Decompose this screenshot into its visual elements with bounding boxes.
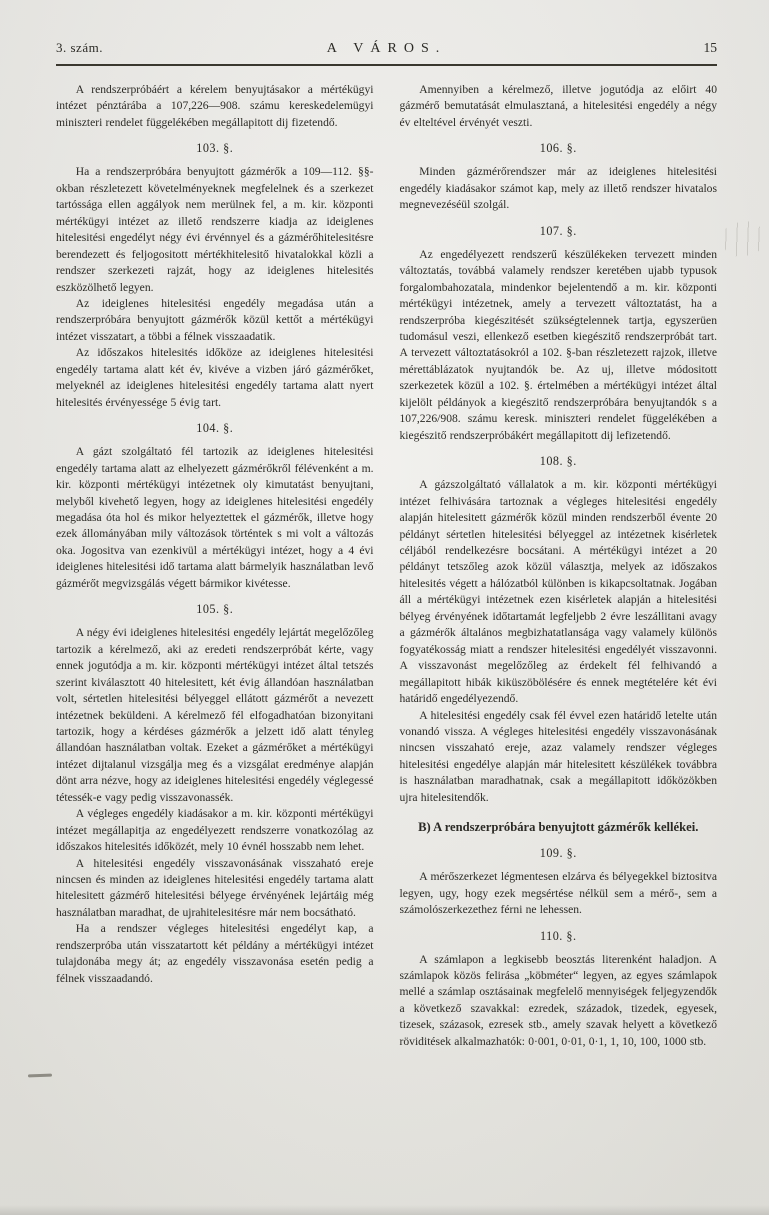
margin-pencil-mark <box>28 1074 52 1078</box>
section-heading: 106. §. <box>539 141 577 156</box>
page-number: 15 <box>703 40 717 55</box>
body-paragraph: A gázt szolgáltató fél tartozik az ideiglenes hitelesitési engedély tartama alatt az elhelyezett gázmérőkről félévenként a m. kir. központi mértékügyi intézetnek oly kimutatást benyujtani, melyből kivehető legyen, hogy az ideiglenes hitelesitési engedély megadása óta hol és mikor helyeztettek el gázmérők, illetve hogy ezek állományában mily változások történtek s mi volt a változás oka. Jogositva van ezenkivül a mértékügyi intézet, hogy a 4 évi ideiglenes hitelesitési idő tartama alatt bármelyik használatban levő gázmérőt megvizsgálás végett bármikor kivétesse. <box>56 445 374 590</box>
body-paragraph: A hitelesitési engedély visszavonásának visszaható ereje nincsen és minden az ideiglenes hitelesitési engedély tartama alatt hitelesitett gázmérő hitelesitési bélyege érvényének lejártáig még használatban maradhat, de ujrahitelesitésre már nem bocsátható. <box>56 856 374 919</box>
scan-edge-shadow <box>0 1205 769 1215</box>
right-column <box>400 82 718 1050</box>
body-paragraph: A számlapon a legkisebb beosztás literenként haladjon. A számlapok közös felirása „köbméter“ legyen, az egyes számlapok mellé a számlap osztásainak megfelelő mennyiségek feljegyzendők a következő szavakkal: ezredek, századok, tizedek, egyesek, tizesek, százasok, ezresek stb., amely szavak helyett a következő röviditések alkalmazhatók: 0·001, 0·01, 0·1, 1, 10, 100, 1000 stb. <box>399 952 717 1048</box>
subsection-title: B) A rendszerpróbára benyujtott gázmérők kellékei. <box>418 820 699 835</box>
section-heading: 108. §. <box>539 454 577 469</box>
section-heading: 105. §. <box>196 602 234 617</box>
page-header <box>56 40 717 66</box>
body-paragraph: A gázszolgáltató vállalatok a m. kir. központi mértékügyi intézet felhivására tartoznak a végleges hitelesitési engedély alapján hitelesitett gázmérők közül minden rendszerből évente 20 példányt sértetlen hitelesitési bélyeggel az intézetnek kisérletek céljából rendelkezésre bocsátani. A mértékügyi intézet a 20 példányt tetszőleg azok közül választja, melyek az időszakos hitelesités végett a hálózatból különben is kikapcsoltatnak. Jogában áll a mértékügyi intézetnek ezen kisérletek alapján a hitelesitési bélyeg érvényének időtartamát legfeljebb 2 évre leszállitani avagy a gázmérők általános megbizhatatlansága vagy valamely különös fogyatékosság miatt a rendszer hitelesitési engedélyét visszavonni. A visszavonást megelőzőleg az érdekelt fél felhivandó a megállapitott hibák kiküszöbölésére és ennek megtételére két évi határidő engedélyezendő. <box>399 478 717 706</box>
issue-number: 3. szám. <box>56 40 103 55</box>
body-paragraph: A mérőszerkezet légmentesen elzárva és bélyegekkel biztositva legyen, ugy, hogy ezek megsértése nélkül sem a mérő-, sem a számolószerkezethez férni ne lehessen. <box>399 870 717 917</box>
body-paragraph: A hitelesitési engedély csak fél évvel ezen határidő letelte után vonandó vissza. A végleges hitelesitési engedély visszavonásának nincsen visszaható ereje, azaz valamely rendszer végleges hitelesitési engedélye alapján már hitelesitett készülékek továbbra is használatban maradhatnak, csak a megállapitott időközökben ujra hitelesitendők. <box>399 708 717 804</box>
section-heading: 110. §. <box>539 928 577 943</box>
section-heading: 107. §. <box>539 223 577 238</box>
text-columns <box>56 82 717 1050</box>
journal-title: A VÁROS. <box>326 41 447 56</box>
section-heading: 109. §. <box>539 846 577 861</box>
body-paragraph: A négy évi ideiglenes hitelesitési engedély lejártát megelőzőleg tartozik a kérelmező, aki az eredeti rendszerpróbát kérte, vagy ennek jogutódja a m. kir. központi mértékügyi intézet által tetszés szerint kiválasztott 40 hitelesitett, két évig állandóan használatban volt, sértetlen hitelesitési bélyeggel ellátott gázmérőt a nevezett intézetnek beküldeni. A kérelmező fél elfogadhatóan bizonyitani tartozik, hogy a kérdéses gázmérők a jelzett idő alatt tényleg állandóan használatban voltak. Ezeket a gázmérőket a mértékügyi intézet dijtalanul vizsgálja meg és a vizsgálat eredménye alapján dönt arra nézve, hogy az ideiglenes hitelesitési engedély véglegessé tétessék-e vagy pedig visszavonassék. <box>56 626 374 804</box>
body-paragraph: Ha a rendszerpróbára benyujtott gázmérők a 109—112. §§-okban részletezett követelményeknek megfelelnek és a szerkezet tartóssága ellen aggályok nem merülnek fel, a m. kir. központi mértékügyi intézet az illető rendszerre kiadja az ideiglenes hitelesitési engedélyt négy évi érvénnyel és a gázmérőhitelesitésre berendezett és feljogositott mértékhitelesitő hivatalokkal közli a rendszer szerkezeti rajzát, hogy az ideiglenes hitelesités eszközölhető legyen. <box>56 165 374 294</box>
body-paragraph: A rendszerpróbáért a kérelem benyujtásakor a mértékügyi intézet pénztárába a 107,226—908. számu kereskedelemügyi miniszteri rendelet függelékében megállapitott dij fizetendő. <box>56 83 374 129</box>
margin-smudge-mark <box>721 219 765 258</box>
left-column <box>56 82 374 1050</box>
body-paragraph: Az időszakos hitelesités időköze az ideiglenes hitelesitési engedély tartama alatt két év, kivéve a vizben járó gázmérőket, melyeknél az ideiglenes hitelesitési engedély tartama alatt nyert hitelesités érvényessége 5 évig tart. <box>56 346 374 409</box>
section-heading: 104. §. <box>196 421 234 436</box>
body-paragraph: A végleges engedély kiadásakor a m. kir. központi mértékügyi intézet megállapitja az engedélyezett rendszerre vonatkozólag az időszakos hitelesités időközét, mely 10 évnél hosszabb nem lehet. <box>56 807 374 854</box>
body-paragraph: Amennyiben a kérelmező, illetve jogutódja az előirt 40 gázmérő bemutatását elmulasztaná, a hitelesitési engedély a négy év elteltével érvényét veszti. <box>399 83 717 129</box>
body-paragraph: Az engedélyezett rendszerű készülékeken tervezett minden változtatás, továbbá valamely rendszer keretében ujabb typusok forgalombahozatala, mindenkor bejelentendő a m. kir. központi mértékügyi intézetnek, amely a tervezett változtatást, ha a rendszerpróba kiegészitését szükségtelennek tartja, egyszerüen tudomásul veszi, ellenkező esetben kiegészitő rendszerpróbát tart. A tervezett változtatásokról a 102. §-ban részletezett rajzok, illetve mérettáblázatok nyujtandók be. Az uj, illetve módositott szerkezetek közül a 102. §. értelmében a mértékügyi intézet által kijelölt példányok a kiegészitő rendszerpróbára benyujtandók s a 107,226/908. számu keresk. miniszteri rendelet függelékében a kiegészitő rendszerpróbákért megállapitott dij lefizetendő. <box>399 247 717 442</box>
section-heading: 103. §. <box>196 141 234 156</box>
body-paragraph: Minden gázmérőrendszer már az ideiglenes hitelesitési engedély kiadásakor számot kap, mely az illető rendszer hivatalos megnevezéséül szolgál. <box>399 165 717 212</box>
body-paragraph: Az ideiglenes hitelesitési engedély megadása után a rendszerpróbára benyujtott gázmérők közül kettőt a mértékügyi intézet visszatart, a többi a félnek visszaadatik. <box>56 296 374 343</box>
body-paragraph: Ha a rendszer végleges hitelesitési engedélyt kap, a rendszerpróba után visszatartott két példány a mértékügyi intézet tulajdonába megy át; az engedély visszavonása esetén pedig a félnek visszaadandó. <box>56 922 374 985</box>
